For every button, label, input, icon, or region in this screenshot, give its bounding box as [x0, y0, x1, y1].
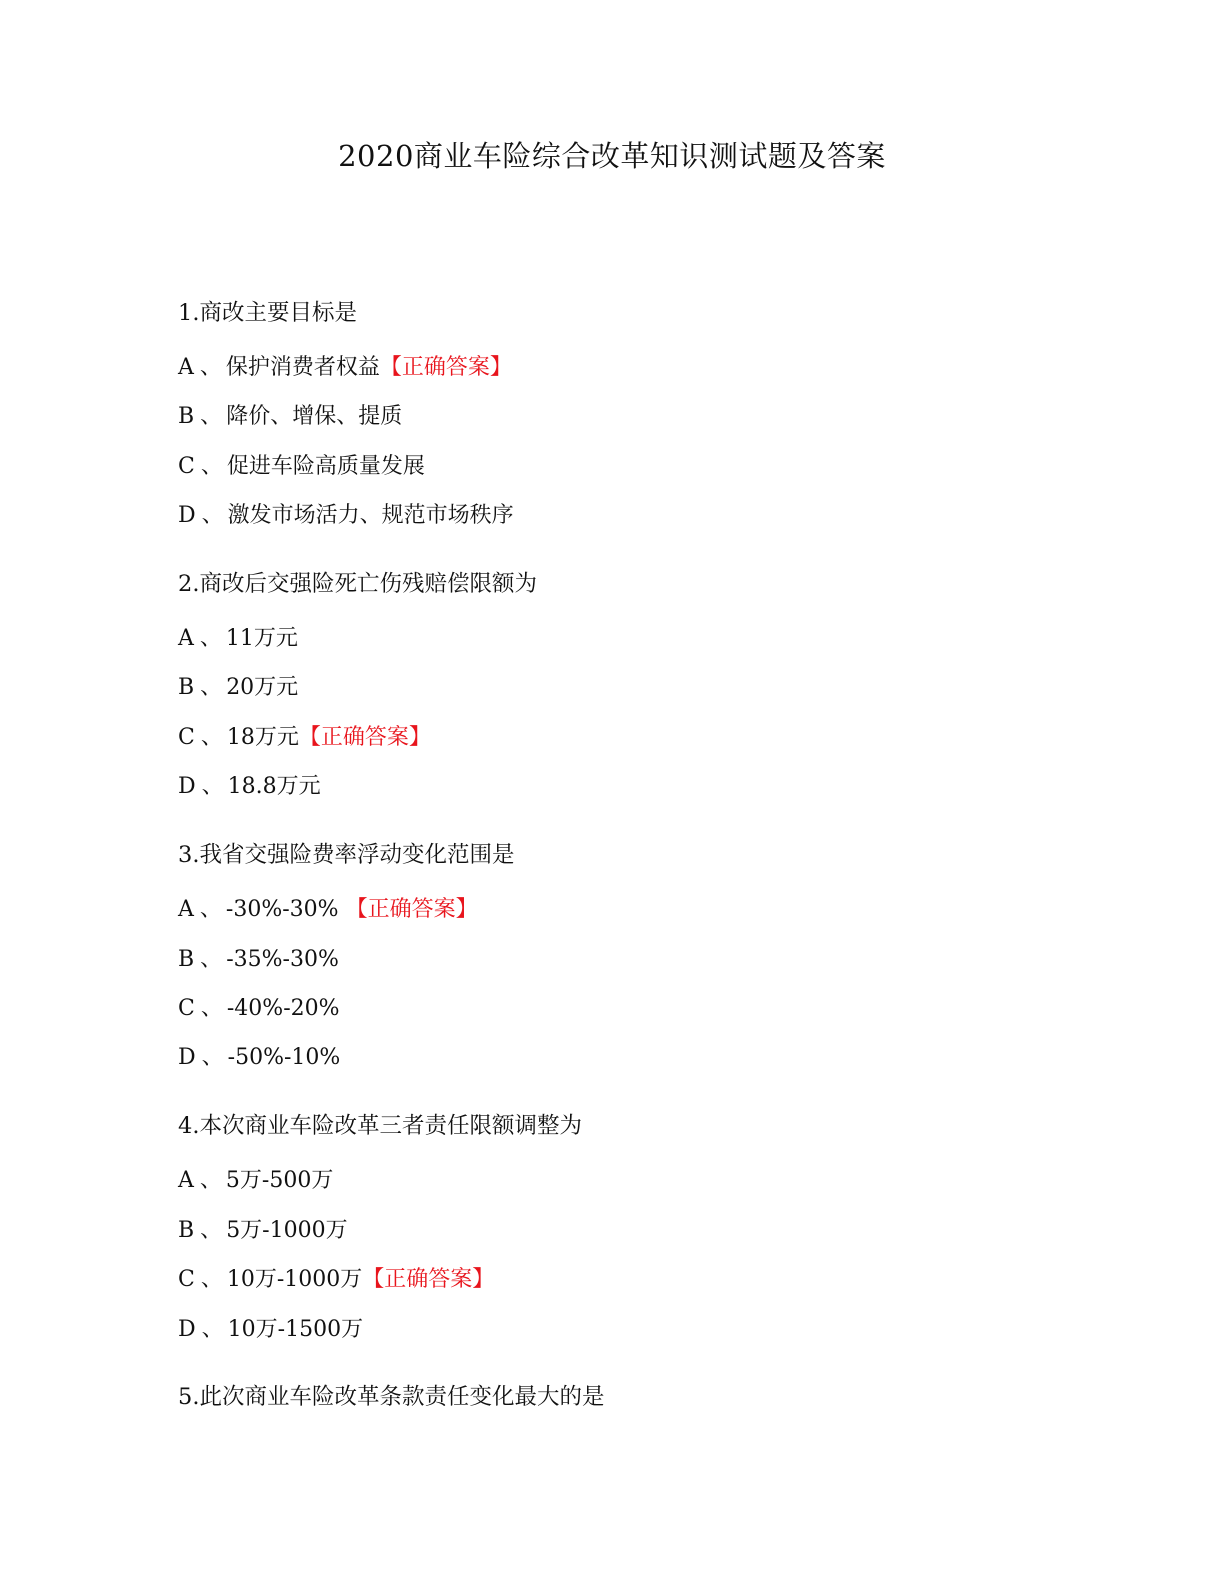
- option-letter: C: [178, 1267, 195, 1292]
- option-text: 降价、增保、提质: [226, 404, 403, 429]
- option-3d: [178, 1043, 340, 1073]
- option-1c: [178, 452, 425, 482]
- option-2d: [178, 772, 321, 802]
- option-2b: [178, 673, 298, 703]
- option-4a: [178, 1166, 333, 1196]
- option-text: -30%-30%: [225, 897, 346, 922]
- question-2: 2.商改后交强险死亡伤残赔偿限额为: [178, 571, 537, 597]
- option-letter: A: [178, 897, 194, 922]
- option-text: 20万元: [226, 675, 299, 700]
- correct-answer-mark: 【正确答案】: [362, 1267, 495, 1292]
- option-letter: A: [178, 626, 194, 651]
- option-3a: [178, 895, 478, 925]
- question-4: 4.本次商业车险改革三者责任限额调整为: [178, 1113, 582, 1139]
- option-letter: A: [178, 355, 194, 380]
- option-1a: [178, 353, 512, 383]
- option-separator: 、: [200, 996, 223, 1021]
- option-separator: 、: [199, 355, 222, 380]
- option-separator: 、: [200, 404, 223, 429]
- option-letter: D: [178, 1045, 196, 1070]
- document-title: 2020商业车险综合改革知识测试题及答案: [338, 139, 886, 173]
- option-3c: [178, 994, 340, 1024]
- option-text: 10万-1500万: [227, 1317, 364, 1342]
- option-letter: C: [178, 725, 195, 750]
- question-1: 1.商改主要目标是: [178, 300, 357, 326]
- option-letter: D: [178, 1317, 196, 1342]
- correct-answer-mark: 【正确答案】: [379, 355, 512, 380]
- question-3: 3.我省交强险费率浮动变化范围是: [178, 842, 515, 868]
- option-4d: [178, 1315, 363, 1345]
- option-separator: 、: [200, 947, 223, 972]
- option-letter: B: [178, 1218, 195, 1243]
- option-text: 激发市场活力、规范市场秩序: [227, 503, 514, 528]
- option-separator: 、: [201, 503, 224, 528]
- option-separator: 、: [199, 897, 222, 922]
- option-2a: [178, 624, 298, 654]
- option-separator: 、: [201, 1317, 224, 1342]
- option-letter: B: [178, 675, 195, 700]
- option-4b: [178, 1216, 348, 1246]
- option-letter: D: [178, 774, 196, 799]
- option-text: 10万-1000万: [226, 1267, 363, 1292]
- option-text: 11万元: [225, 626, 298, 651]
- option-text: -35%-30%: [226, 947, 339, 972]
- option-separator: 、: [200, 1218, 223, 1243]
- option-text: 18.8万元: [227, 774, 321, 799]
- option-letter: B: [178, 404, 195, 429]
- option-letter: D: [178, 503, 196, 528]
- question-5: 5.此次商业车险改革条款责任变化最大的是: [178, 1384, 605, 1410]
- option-1b: [178, 402, 402, 432]
- option-letter: B: [178, 947, 195, 972]
- option-separator: 、: [200, 675, 223, 700]
- option-text: -50%-10%: [227, 1045, 341, 1070]
- option-text: 5万-500万: [225, 1168, 334, 1193]
- option-text: 促进车险高质量发展: [226, 454, 425, 479]
- correct-answer-mark: 【正确答案】: [298, 725, 431, 750]
- option-separator: 、: [200, 1267, 223, 1292]
- option-separator: 、: [200, 725, 223, 750]
- option-1d: [178, 501, 514, 531]
- correct-answer-mark: 【正确答案】: [345, 897, 478, 922]
- option-text: -40%-20%: [226, 996, 340, 1021]
- option-separator: 、: [201, 774, 224, 799]
- option-letter: C: [178, 454, 195, 479]
- option-separator: 、: [201, 1045, 224, 1070]
- option-3b: [178, 945, 339, 975]
- option-separator: 、: [199, 1168, 222, 1193]
- option-2c: [178, 723, 431, 753]
- option-text: 18万元: [226, 725, 299, 750]
- option-letter: C: [178, 996, 195, 1021]
- option-text: 保护消费者权益: [225, 355, 380, 380]
- option-letter: A: [178, 1168, 194, 1193]
- option-text: 5万-1000万: [226, 1218, 348, 1243]
- option-separator: 、: [200, 454, 223, 479]
- option-4c: [178, 1265, 494, 1295]
- option-separator: 、: [199, 626, 222, 651]
